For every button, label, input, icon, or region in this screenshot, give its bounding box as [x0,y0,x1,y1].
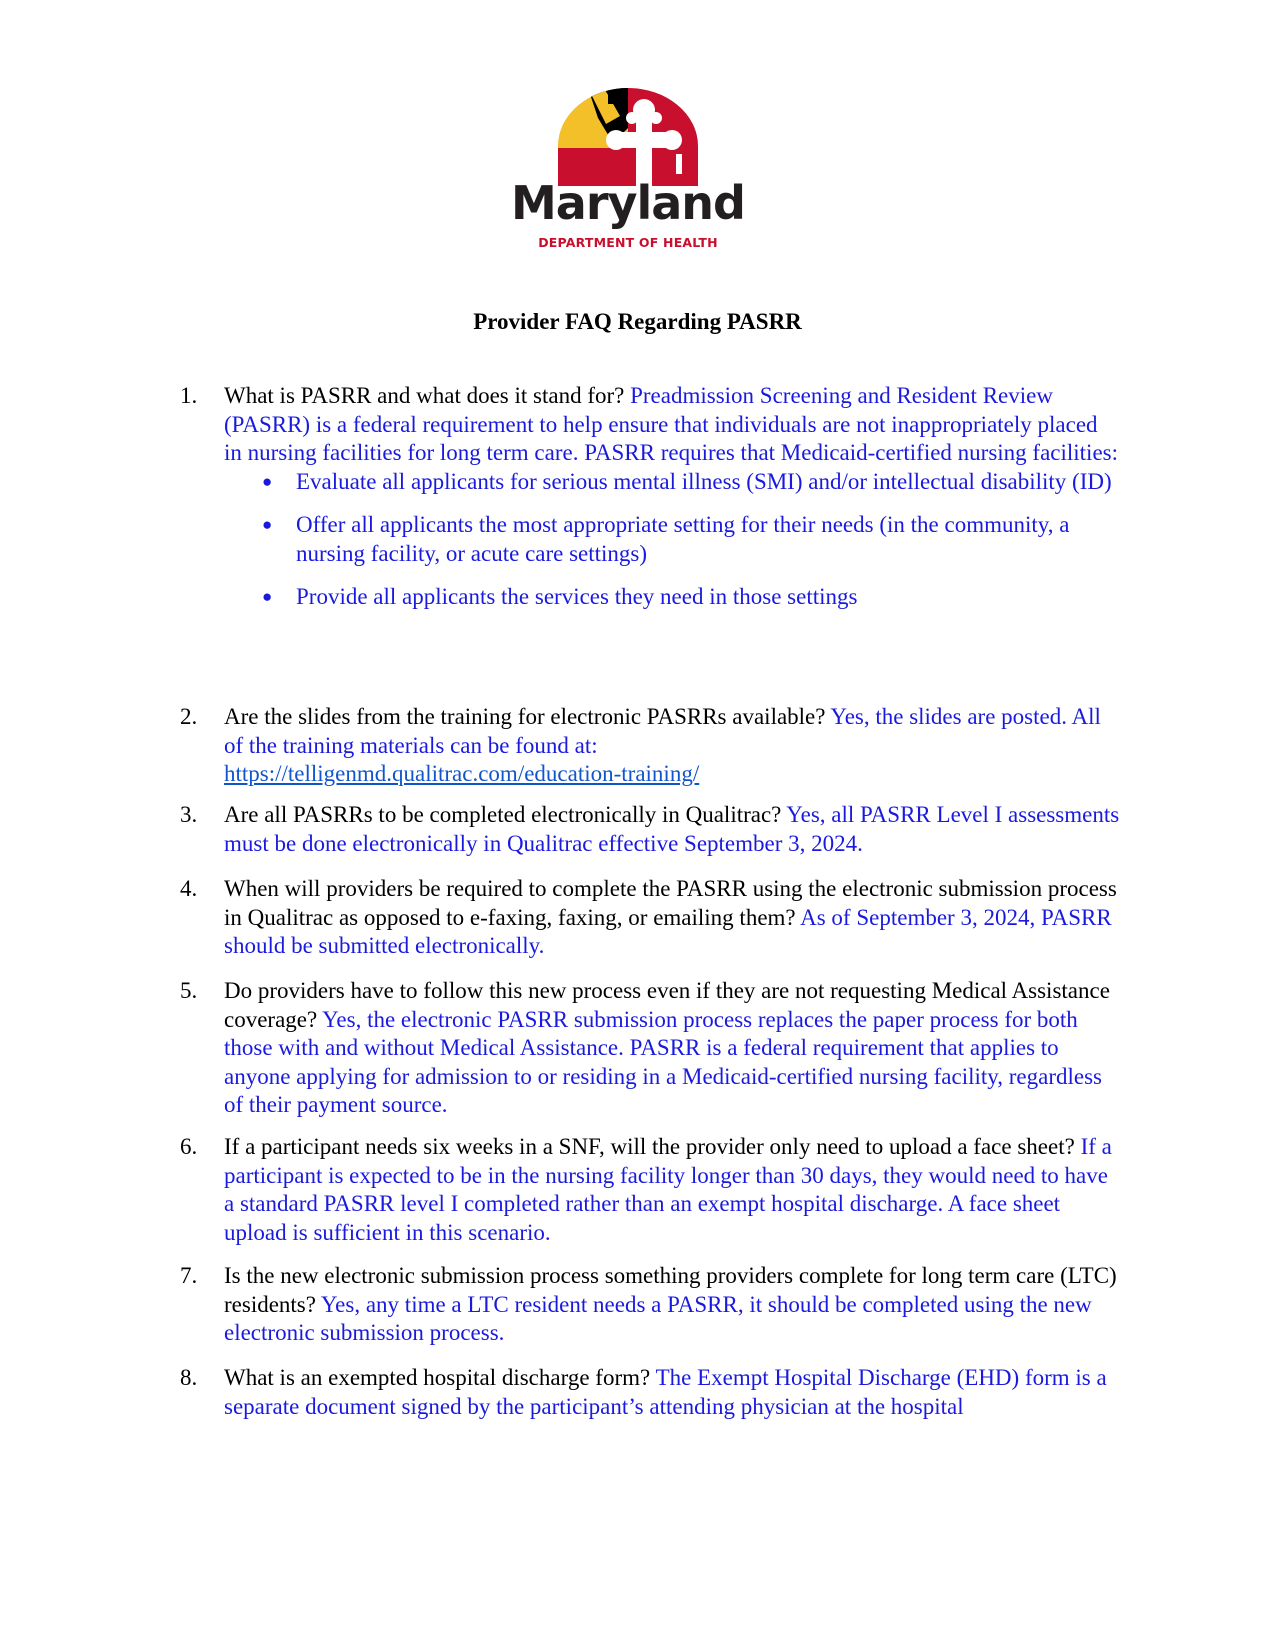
faq-question: When will providers be required to complete the PASRR using the electronic submission process in Qualitrac as opposed to e-faxing, faxing, or emailing them? [224,876,1117,930]
bullet-item [224,511,1120,568]
faq-body [224,1262,1120,1348]
logo-subtitle: DEPARTMENT OF HEALTH [538,235,718,250]
faq-answer: Yes, any time a LTC resident needs a PASRR, it should be completed using the new electronic submission process. [224,1291,1092,1345]
maryland-flag-arch-icon [558,88,698,186]
faq-item-1 [180,382,1120,627]
faq-item-6 [180,1133,1120,1247]
bullet-text: Offer all applicants the most appropriate setting for their needs (in the community, a nursing facility, or acute care settings) [296,512,1070,566]
faq-item-7 [180,1262,1120,1348]
faq-item-4 [180,875,1120,961]
logo-wordmark: Maryland [511,176,745,230]
faq-body [224,977,1120,1120]
faq-question: What is PASRR and what does it stand for? [224,383,625,408]
faq-question: Do providers have to follow this new process even if they are not requesting Medical Assistance coverage? [224,978,1110,1032]
faq-answer: Yes, all PASRR Level I assessments must be done electronically in Qualitrac effective September 3, 2024. [224,802,1120,856]
faq-body [224,382,1120,612]
training-materials-link[interactable]: https://telligenmd.qualitrac.com/education-training/ [224,761,700,786]
faq-body [224,801,1120,858]
faq-body [224,703,1120,789]
faq-question: What is an exempted hospital discharge form? [224,1365,651,1390]
faq-bullet-list [224,468,1120,612]
faq-answer: Preadmission Screening and Resident Review (PASRR) is a federal requirement to help ensure that individuals are not inappropriately placed in nursing facilities for long term care. PASRR requires that Medicaid-certified nursing facilities: [224,383,1119,465]
faq-number: 3. [180,802,198,827]
faq-answer: Yes, the slides are posted. All of the training materials can be found at: [224,704,1101,758]
faq-question: If a participant needs six weeks in a SNF, will the provider only need to upload a face sheet? [224,1134,1075,1159]
faq-number: 7. [180,1263,198,1288]
faq-item-5 [180,977,1120,1120]
faq-number: 1. [180,383,198,408]
bullet-text: Provide all applicants the services they need in those settings [296,584,858,609]
faq-item-3 [180,801,1120,858]
faq-answer: As of September 3, 2024, PASRR should be submitted electronically. [224,904,1112,958]
faq-answer: The Exempt Hospital Discharge (EHD) form is a separate document signed by the participant’s attending physician at the hospital [224,1365,1107,1419]
faq-question: Are the slides from the training for electronic PASRRs available? [224,704,826,729]
bullet-icon: ● [262,471,273,491]
maryland-health-logo [511,88,745,263]
faq-body [224,1364,1120,1421]
faq-item-2 [180,703,1120,789]
faq-body [224,875,1120,961]
faq-answer: If a participant is expected to be in the nursing facility longer than 30 days, they would need to have a standard PASRR level I completed rather than an exempt hospital discharge. A face sheet upload is sufficient in this scenario. [224,1134,1112,1245]
bullet-text: Evaluate all applicants for serious mental illness (SMI) and/or intellectual disability (ID) [296,468,1112,494]
bullet-item [224,583,1120,612]
faq-number: 8. [180,1365,198,1390]
faq-number: 5. [180,978,198,1003]
bullet-icon: ● [262,587,273,606]
faq-body [224,1133,1120,1247]
faq-number: 4. [180,876,198,901]
faq-answer: Yes, the electronic PASRR submission process replaces the paper process for both those with and without Medical Assistance. PASRR is a federal requirement that applies to anyone applying for admission to or residing in a Medicaid-certified nursing facility, regardless of their payment source. [224,1006,1103,1117]
faq-item-8 [180,1364,1120,1421]
faq-question: Is the new electronic submission process something providers complete for long term care (LTC) residents? [224,1263,1117,1317]
bullet-item [224,468,1120,497]
page-title: Provider FAQ Regarding PASRR [473,309,802,334]
faq-question: Are all PASRRs to be completed electronically in Qualitrac? [224,802,782,827]
bullet-icon: ● [262,515,273,534]
faq-number: 2. [180,704,198,729]
faq-number: 6. [180,1134,198,1159]
